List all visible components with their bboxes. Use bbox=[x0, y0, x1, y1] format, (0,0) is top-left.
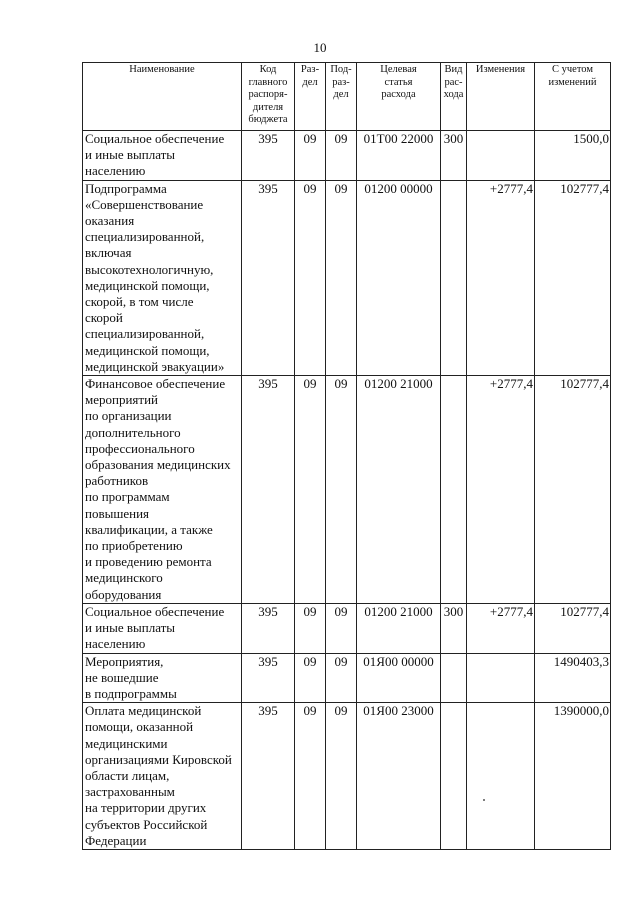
row-total: 1490403,3 bbox=[535, 653, 611, 703]
row-subsection: 09 bbox=[326, 653, 357, 703]
row-subsection: 09 bbox=[326, 180, 357, 375]
header-section: Раз- дел bbox=[295, 63, 326, 131]
row-subsection: 09 bbox=[326, 376, 357, 604]
row-section: 09 bbox=[295, 653, 326, 703]
table-row bbox=[83, 703, 611, 850]
row-type bbox=[441, 653, 467, 703]
row-type bbox=[441, 180, 467, 375]
row-name: Подпрограмма «Совершенствование оказания специализированной, включая высокотехнологичную, медицинской помощи, скорой, в том числе скорой специализированной, медицинской помощи, медицинской эвакуации» bbox=[83, 180, 242, 375]
table-row bbox=[83, 131, 611, 181]
table-row bbox=[83, 653, 611, 703]
row-change: +2777,4 bbox=[467, 376, 535, 604]
row-name: Оплата медицинской помощи, оказанной медицинскими организациями Кировской области лицам, застрахованным на территории других субъектов Российской Федерации bbox=[83, 703, 242, 850]
row-name: Социальное обеспечение и иные выплаты населению bbox=[83, 603, 242, 653]
row-subsection: 09 bbox=[326, 131, 357, 181]
row-section: 09 bbox=[295, 180, 326, 375]
row-section: 09 bbox=[295, 131, 326, 181]
row-total: 102777,4 bbox=[535, 180, 611, 375]
header-target: Целевая статья расхода bbox=[357, 63, 441, 131]
table-row bbox=[83, 180, 611, 375]
row-section: 09 bbox=[295, 603, 326, 653]
row-name: Финансовое обеспечение мероприятий по организации дополнительного профессионального образования медицинских работников по программам повышения квалификации, а также по приобретению и проведению ремонта медицинского оборудования bbox=[83, 376, 242, 604]
row-code: 395 bbox=[242, 603, 295, 653]
row-code: 395 bbox=[242, 131, 295, 181]
row-section: 09 bbox=[295, 376, 326, 604]
row-type bbox=[441, 703, 467, 850]
row-change bbox=[467, 131, 535, 181]
table-header bbox=[83, 63, 611, 131]
row-change bbox=[467, 703, 535, 850]
row-type bbox=[441, 376, 467, 604]
scan-speck bbox=[483, 799, 485, 801]
row-section: 09 bbox=[295, 703, 326, 850]
row-target: 01200 21000 bbox=[357, 603, 441, 653]
row-type: 300 bbox=[441, 131, 467, 181]
row-target: 01Я00 23000 bbox=[357, 703, 441, 850]
table-row bbox=[83, 376, 611, 604]
row-code: 395 bbox=[242, 376, 295, 604]
row-subsection: 09 bbox=[326, 703, 357, 850]
row-total: 102777,4 bbox=[535, 376, 611, 604]
row-code: 395 bbox=[242, 703, 295, 850]
budget-table bbox=[82, 62, 611, 850]
row-change bbox=[467, 653, 535, 703]
table-row bbox=[83, 603, 611, 653]
row-code: 395 bbox=[242, 653, 295, 703]
row-target: 01200 00000 bbox=[357, 180, 441, 375]
row-name: Мероприятия, не вошедшие в подпрограммы bbox=[83, 653, 242, 703]
header-name: Наименование bbox=[83, 63, 242, 131]
row-type: 300 bbox=[441, 603, 467, 653]
page-number: 10 bbox=[313, 40, 327, 55]
row-name: Социальное обеспечение и иные выплаты населению bbox=[83, 131, 242, 181]
row-code: 395 bbox=[242, 180, 295, 375]
row-target: 01200 21000 bbox=[357, 376, 441, 604]
header-code: Код главного распоря- дителя бюджета bbox=[242, 63, 295, 131]
header-change: Изменения bbox=[467, 63, 535, 131]
row-change: +2777,4 bbox=[467, 603, 535, 653]
header-type: Вид рас- хода bbox=[441, 63, 467, 131]
row-total: 1500,0 bbox=[535, 131, 611, 181]
table-body bbox=[83, 131, 611, 850]
header-subsection: Под- раз- дел bbox=[326, 63, 357, 131]
row-total: 102777,4 bbox=[535, 603, 611, 653]
header-total: С учетом изменений bbox=[535, 63, 611, 131]
row-change: +2777,4 bbox=[467, 180, 535, 375]
row-target: 01Т00 22000 bbox=[357, 131, 441, 181]
row-total: 1390000,0 bbox=[535, 703, 611, 850]
row-target: 01Я00 00000 bbox=[357, 653, 441, 703]
row-subsection: 09 bbox=[326, 603, 357, 653]
